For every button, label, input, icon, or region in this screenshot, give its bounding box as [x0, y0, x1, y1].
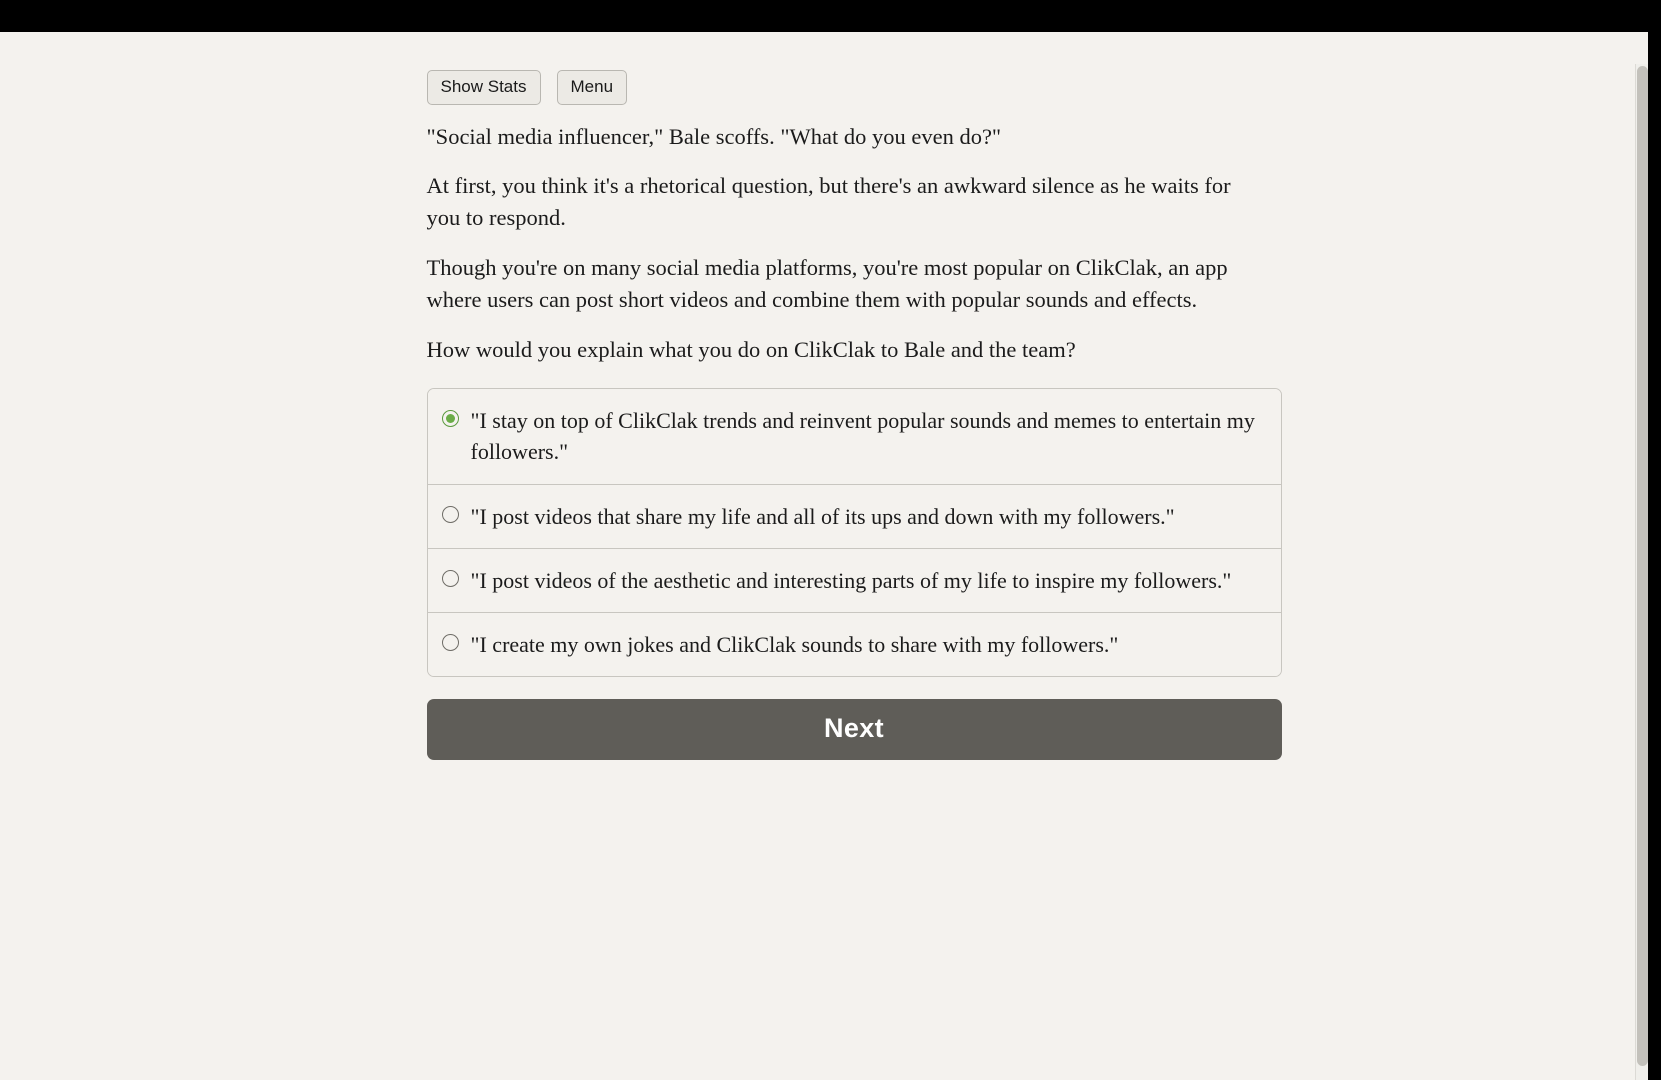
vertical-scrollbar[interactable] [1635, 64, 1648, 1080]
choice-label: "I post videos of the aesthetic and interesting parts of my life to inspire my followers." [470, 567, 1232, 593]
story-question: How would you explain what you do on ClikClak to Bale and the team? [426, 337, 1076, 363]
choice-label: "I create my own jokes and ClikClak sounds to share with my followers." [470, 632, 1119, 658]
choice-option-4[interactable] [428, 613, 1281, 676]
story-paragraph: Though you're on many social media platforms, you're most popular on ClikClak, an app where users can post short videos and combine them with popular sounds and effects. [426, 255, 1228, 313]
show-stats-button[interactable]: Show Stats [427, 70, 541, 105]
game-viewport [0, 32, 1648, 1080]
choice-option-2[interactable] [428, 485, 1281, 549]
choice-option-3[interactable] [428, 549, 1281, 613]
menu-button[interactable]: Menu [557, 70, 628, 105]
story-paragraph: At first, you think it's a rhetorical question, but there's an awkward silence as he waits for you to respond. [426, 173, 1231, 231]
scrollbar-thumb[interactable] [1637, 66, 1648, 1066]
choice-list [427, 388, 1282, 677]
story-paragraph: "Social media influencer," Bale scoffs. "What do you even do?" [426, 123, 1002, 149]
choice-label: "I post videos that share my life and all of its ups and down with my followers." [470, 503, 1175, 529]
story-content [397, 32, 1255, 760]
choice-option-1[interactable] [428, 389, 1281, 484]
radio-icon[interactable] [442, 570, 459, 587]
radio-icon[interactable] [442, 410, 459, 427]
next-button[interactable]: Next [427, 699, 1282, 760]
toolbar [427, 70, 1282, 105]
radio-icon[interactable] [442, 634, 459, 651]
title-bar [0, 0, 1661, 32]
choice-label: "I stay on top of ClikClak trends and reinvent popular sounds and memes to entertain my followers." [470, 408, 1255, 465]
radio-icon[interactable] [442, 506, 459, 523]
